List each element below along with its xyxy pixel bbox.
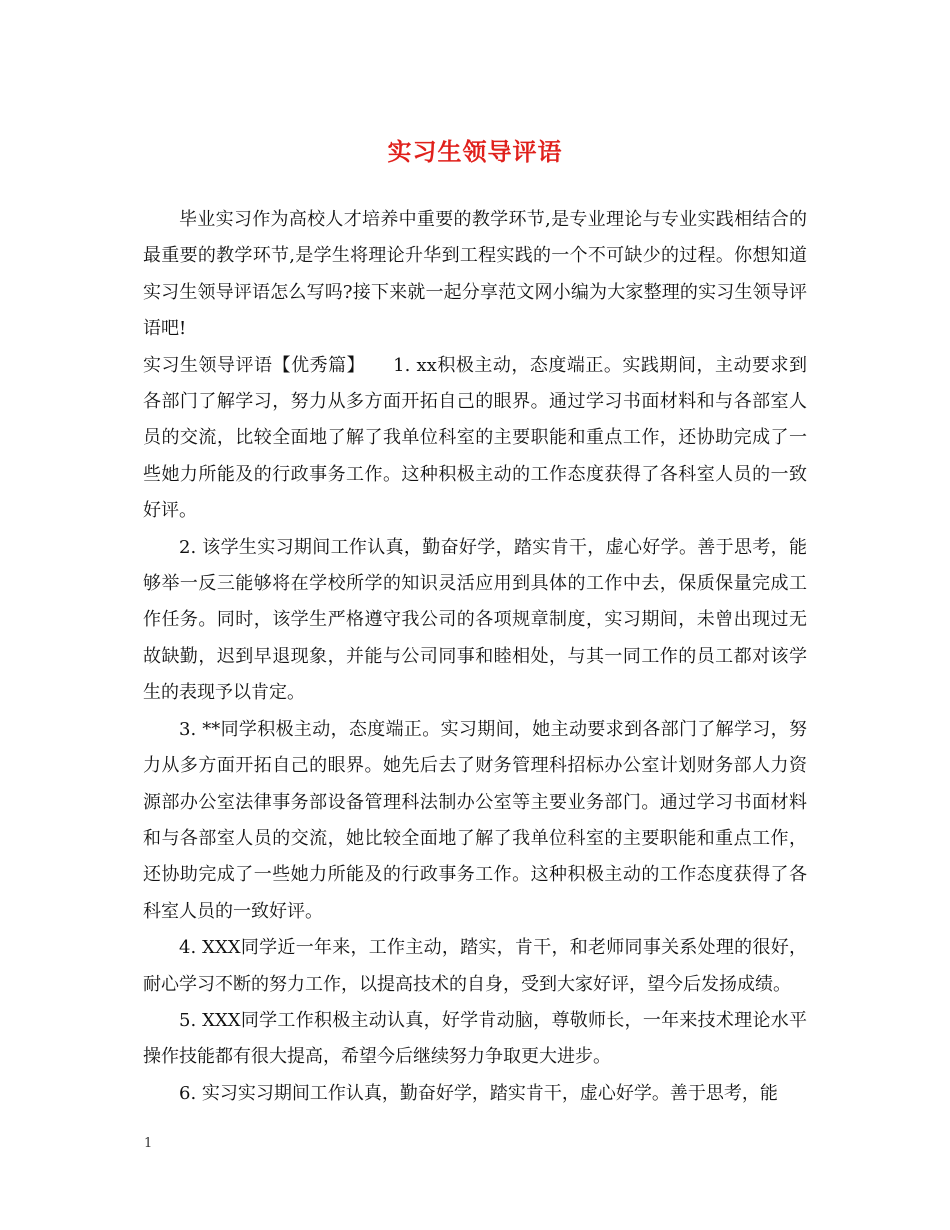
page-number: 1 <box>144 1136 153 1151</box>
paragraph-comment-4: 4. XXX同学近一年来，工作主动，踏实，肯干，和老师同事关系处理的很好，耐心学习不断的努力工作，以提高技术的自身，受到大家好评，望今后发扬成绩。 <box>143 937 807 995</box>
paragraph-intro: 毕业实习作为高校人才培养中重要的教学环节,是专业理论与专业实践相结合的最重要的教学环节,是学生将理论升华到工程实践的一个不可缺少的过程。你想知道实习生领导评语怎么写吗?接下来就一起分享范文网小编为大家整理的实习生领导评语吧! <box>143 209 807 340</box>
paragraph-comment-1: 实习生领导评语【优秀篇】 1. xx积极主动，态度端正。实践期间，主动要求到各部门了解学习，努力从多方面开拓自己的眼界。通过学习书面材料和与各部室人员的交流，比较全面地了解了我单位科室的主要职能和重点工作，还协助完成了一些她力所能及的行政事务工作。这种积极主动的工作态度获得了各科室人员的一致好评。 <box>143 354 807 522</box>
document-body <box>143 202 807 1112</box>
paragraph-comment-5: 5. XXX同学工作积极主动认真，好学肯动脑，尊敬师长，一年来技术理论水平操作技能都有很大提高，希望今后继续努力争取更大进步。 <box>143 1009 807 1068</box>
paragraph-comment-3: 3. **同学积极主动，态度端正。实习期间，她主动要求到各部门了解学习，努力从多方面开拓自己的眼界。她先后去了财务管理科招标办公室计划财务部人力资源部办公室法律事务部设备管理科法制办公室等主要业务部门。通过学习书面材料和与各部室人员的交流，她比较全面地了解了我单位科室的主要职能和重点工作，还协助完成了一些她力所能及的行政事务工作。这种积极主动的工作态度获得了各科室人员的一致好评。 <box>143 718 807 922</box>
document-title: 实习生领导评语 <box>387 137 563 166</box>
paragraph-comment-6: 6. 实习实习期间工作认真，勤奋好学，踏实肯干，虚心好学。善于思考，能 <box>179 1082 778 1104</box>
paragraph-comment-2: 2. 该学生实习期间工作认真，勤奋好学，踏实肯干，虚心好学。善于思考，能够举一反三能够将在学校所学的知识灵活应用到具体的工作中去，保质保量完成工作任务。同时，该学生严格遵守我公司的各项规章制度，实习期间，未曾出现过无故缺勤，迟到早退现象，并能与公司同事和睦相处，与其一同工作的员工都对该学生的表现予以肯定。 <box>143 536 807 704</box>
